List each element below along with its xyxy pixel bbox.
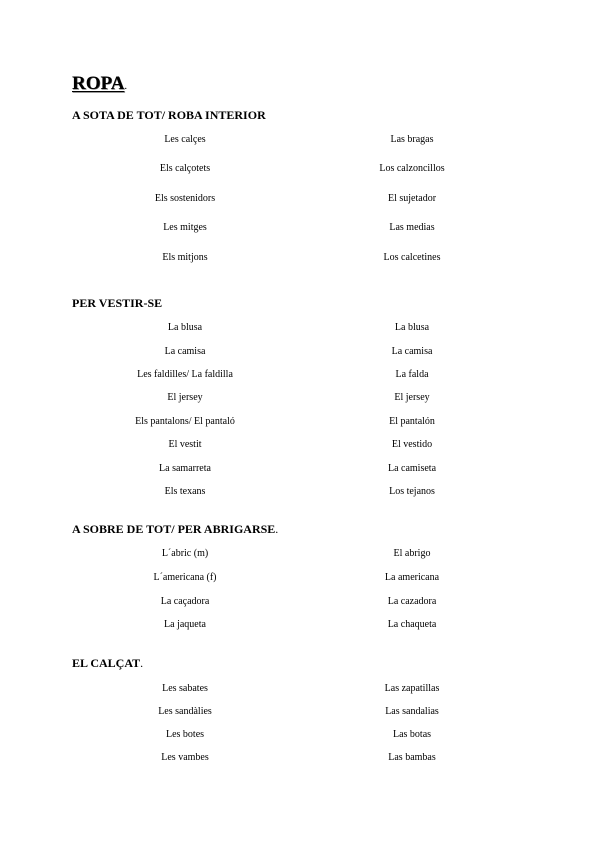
vocab-row xyxy=(0,162,600,176)
section-heading-underwear: A SOTA DE TOT/ ROBA INTERIOR xyxy=(72,108,266,122)
spanish-term: Los tejanos xyxy=(389,486,435,497)
spanish-term: La cazadora xyxy=(387,596,437,607)
vocab-row xyxy=(0,462,600,476)
spanish-term: El abrigo xyxy=(393,548,431,559)
spanish-term: El jersey xyxy=(394,392,430,403)
catalan-term: L´abric (m) xyxy=(161,548,209,559)
section-heading-outerwear: A SOBRE DE TOT/ PER ABRIGARSE. xyxy=(72,522,279,536)
catalan-term: Les sabates xyxy=(162,683,208,694)
spanish-term: El sujetador xyxy=(387,193,437,204)
vocab-row xyxy=(0,728,600,742)
catalan-term: La blusa xyxy=(167,322,203,333)
catalan-term: El jersey xyxy=(167,392,203,403)
spanish-term: Los calzoncillos xyxy=(379,163,445,174)
catalan-term: Els texans xyxy=(164,486,206,497)
vocab-row xyxy=(0,595,600,609)
catalan-term: Les vambes xyxy=(161,752,209,763)
page-title-text: ROPA xyxy=(72,73,125,94)
spanish-term: La camiseta xyxy=(387,463,437,474)
vocab-row xyxy=(0,415,600,429)
vocab-row xyxy=(0,618,600,632)
page-title-suffix: . xyxy=(124,80,128,92)
catalan-term: Les mitges xyxy=(163,222,207,233)
catalan-term: La jaqueta xyxy=(164,619,206,630)
vocab-row xyxy=(0,251,600,265)
spanish-term: El vestido xyxy=(391,439,433,450)
catalan-term: Les faldilles/ La faldilla xyxy=(137,369,233,380)
spanish-term: Las sandalias xyxy=(385,706,439,717)
spanish-term: Las botas xyxy=(392,729,432,740)
vocab-row xyxy=(0,221,600,235)
page-title xyxy=(72,74,127,93)
vocab-row xyxy=(0,368,600,382)
catalan-term: Les calçes xyxy=(164,134,206,145)
spanish-term: Las bambas xyxy=(388,752,436,763)
vocab-row xyxy=(0,345,600,359)
catalan-term: L´americana (f) xyxy=(153,572,217,583)
vocab-row xyxy=(0,751,600,765)
section-heading-footwear: EL CALÇAT. xyxy=(72,656,144,670)
vocab-row xyxy=(0,321,600,335)
spanish-term: El pantalón xyxy=(389,416,435,427)
spanish-term: La falda xyxy=(395,369,429,380)
vocab-row xyxy=(0,485,600,499)
catalan-term: El vestit xyxy=(168,439,202,450)
spanish-term: La chaqueta xyxy=(387,619,437,630)
catalan-term: La camisa xyxy=(164,346,206,357)
spanish-term: La americana xyxy=(384,572,440,583)
vocab-row xyxy=(0,192,600,206)
vocab-row xyxy=(0,571,600,585)
catalan-term: Els sostenidors xyxy=(154,193,216,204)
catalan-term: La samarreta xyxy=(159,463,211,474)
vocab-row xyxy=(0,547,600,561)
vocab-row xyxy=(0,438,600,452)
spanish-term: Las bragas xyxy=(390,134,434,145)
catalan-term: Els pantalons/ El pantaló xyxy=(135,416,235,427)
spanish-term: La camisa xyxy=(391,346,433,357)
section-heading-dressing: PER VESTIR-SE xyxy=(72,296,163,310)
vocab-row xyxy=(0,705,600,719)
spanish-term: Las medias xyxy=(389,222,435,233)
spanish-term: Los calcetines xyxy=(383,252,441,263)
vocab-row xyxy=(0,133,600,147)
catalan-term: Les botes xyxy=(165,729,205,740)
vocab-row xyxy=(0,682,600,696)
vocab-row xyxy=(0,391,600,405)
spanish-term: La blusa xyxy=(394,322,430,333)
catalan-term: Les sandàlies xyxy=(158,706,212,717)
catalan-term: La caçadora xyxy=(160,596,210,607)
catalan-term: Els mitjons xyxy=(162,252,208,263)
spanish-term: Las zapatillas xyxy=(384,683,440,694)
catalan-term: Els calçotets xyxy=(159,163,211,174)
